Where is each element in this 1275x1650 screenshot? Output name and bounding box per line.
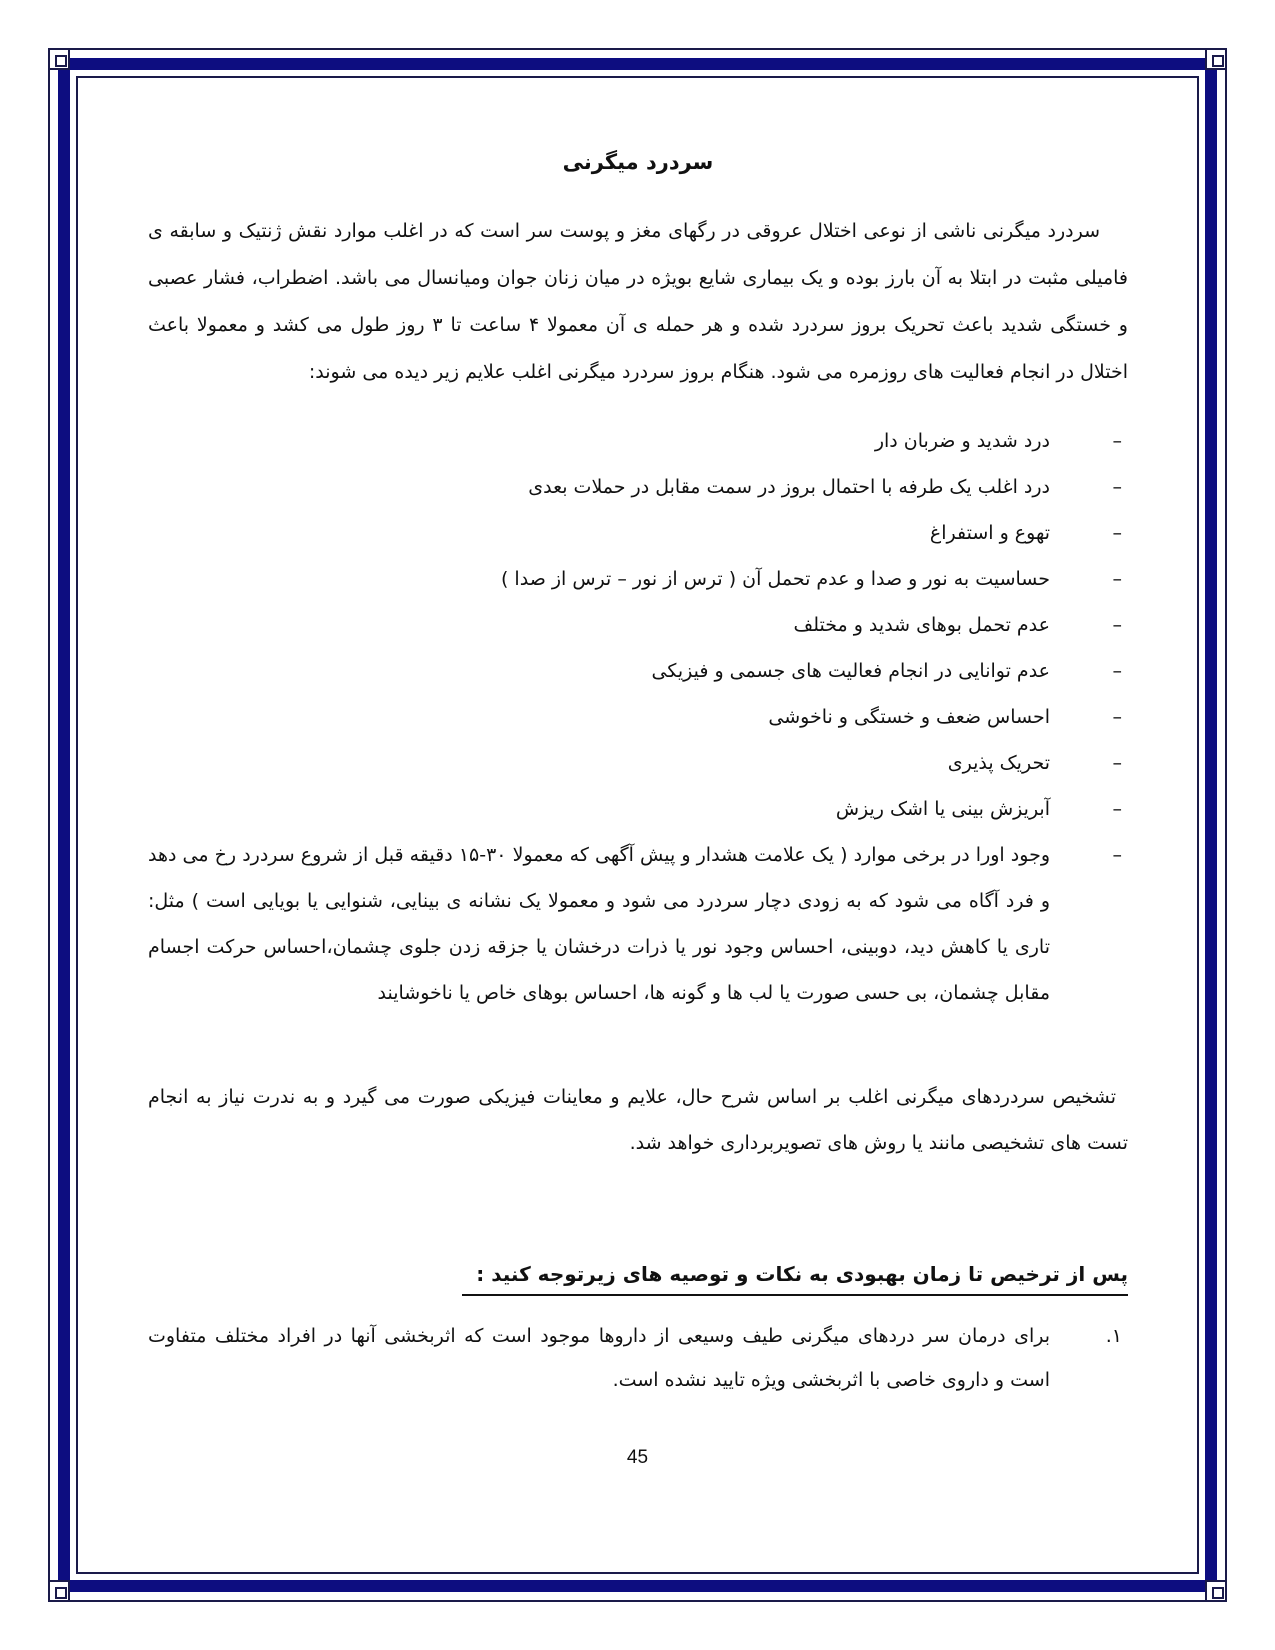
bullet-dash: – [1112,706,1122,728]
bullet-dash: – [1112,522,1122,544]
page-content [148,150,1128,1402]
list-item-text: برای درمان سر دردهای میگرنی طیف وسیعی از داروها موجود است که اثربخشی آنها در افراد مختلف متفاوت است و داروی خاصی با اثربخشی ویژه تایید نشده است. [148,1325,1050,1391]
list-item [148,464,1122,510]
list-item [148,602,1122,648]
list-item-text: آبریزش بینی یا اشک ریزش [835,798,1050,820]
list-item-text: درد شدید و ضربان دار [874,430,1050,452]
list-item-text: حساسیت به نور و صدا و عدم تحمل آن ( ترس از نور – ترس از صدا ) [500,568,1050,590]
list-item [148,1314,1122,1402]
page-title: سردرد میگرنی [562,150,714,174]
list-item-text: عدم توانایی در انجام فعالیت های جسمی و فیزیکی [651,660,1050,682]
list-item [148,786,1122,832]
advice-heading: پس از ترخیص تا زمان بهبودی به نکات و توصیه های زیرتوجه کنید : [462,1254,1128,1296]
diagnosis-paragraph: تشخیص سردردهای میگرنی اغلب بر اساس شرح حال، علایم و معاینات فیزیکی صورت می گیرد و به ندرت نیاز به انجام تست های تشخیصی مانند یا روش های تصویربرداری خواهد شد. [148,1086,1128,1154]
advice-list [148,1314,1128,1402]
intro-paragraph: سردرد میگرنی ناشی از نوعی اختلال عروقی در رگهای مغز و پوست سر است که در اغلب موارد نقش ژنتیک و سابقه ی فامیلی مثبت در ابتلا به آن بارز بوده و یک بیماری شایع بویژه در میان زنان جوان ومیانسال می باشد. اضطراب، فشار عصبی و خستگی شدید باعث تحریک بروز سردرد شده و هر حمله ی آن معمولا ۴ ساعت تا ۳ روز طول می کشد و معمولا باعث اختلال در انجام فعالیت های روزمره می شود. هنگام بروز سردرد میگرنی اغلب علایم زیر دیده می شوند: [148,220,1128,383]
bullet-dash: – [1112,568,1122,590]
list-number: ۱. [1105,1325,1122,1347]
border-corner-ornament [1205,1580,1227,1602]
border-corner-ornament [48,48,70,70]
list-item [148,832,1122,1016]
list-item-text: تهوع و استفراغ [929,522,1050,544]
bullet-dash: – [1112,430,1122,452]
list-item [148,556,1122,602]
symptom-list [148,418,1128,1016]
list-item-text: تحریک پذیری [947,752,1050,774]
bullet-dash: – [1112,798,1122,820]
list-item [148,648,1122,694]
list-item [148,510,1122,556]
list-item-text: احساس ضعف و خستگی و ناخوشی [768,706,1050,728]
list-item-text: وجود اورا در برخی موارد ( یک علامت هشدار و پیش آگهی که معمولا ۳۰-۱۵ دقیقه قبل از شروع سردرد رخ می دهد و فرد آگاه می شود که به زودی دچار سردرد می شود و معمولا یک نشانه ی بینایی، شنوایی یا بویایی است ) مثل: تاری یا کاهش دید، دوبینی، احساس وجود نور یا ذرات درخشان یا جزقه زدن جلوی چشمان،احساس حرکت اجسام مقابل چشمان، بی حسی صورت یا لب ها و گونه ها، احساس بوهای خاص یا ناخوشایند [148,844,1050,1004]
list-item-text: درد اغلب یک طرفه با احتمال بروز در سمت مقابل در حملات بعدی [528,476,1050,498]
bullet-dash: – [1112,614,1122,636]
bullet-dash: – [1112,844,1122,866]
list-item [148,418,1122,464]
page-number: 45 [626,1447,649,1468]
list-item [148,694,1122,740]
list-item-text: عدم تحمل بوهای شدید و مختلف [793,614,1050,636]
border-corner-ornament [48,1580,70,1602]
bullet-dash: – [1112,476,1122,498]
bullet-dash: – [1112,752,1122,774]
bullet-dash: – [1112,660,1122,682]
border-corner-ornament [1205,48,1227,70]
list-item [148,740,1122,786]
